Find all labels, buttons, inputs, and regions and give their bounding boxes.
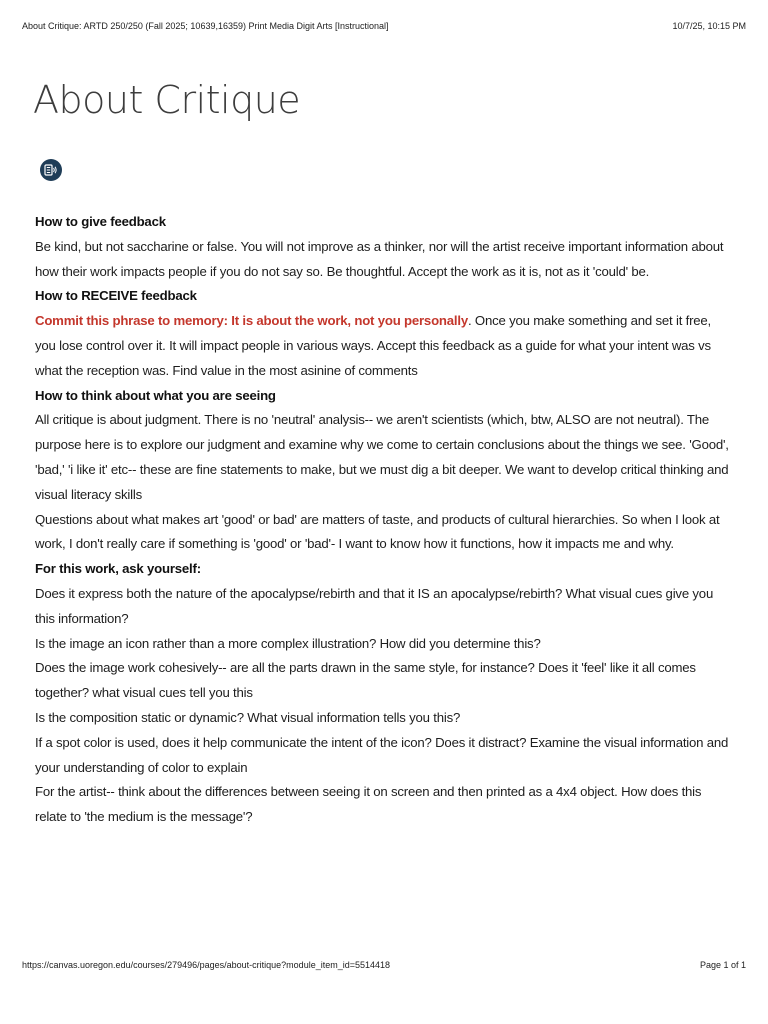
- think-body-2: Questions about what makes art 'good' or bad' are matters of taste, and products of cultural hierarchies. So when I look at work, I don't really care if something is 'good' or 'bad'- I want to know how it functions, how it impacts me and why.: [35, 511, 720, 552]
- think-heading: How to think about what you are seeing: [35, 387, 276, 403]
- receive-feedback-highlight: Commit this phrase to memory: It is about the work, not you personally: [35, 313, 468, 329]
- immersive-reader-icon[interactable]: [40, 159, 62, 181]
- ask-yourself-heading: For this work, ask yourself:: [35, 561, 201, 577]
- think-body-1: All critique is about judgment. There is no 'neutral' analysis-- we aren't scientists (which, btw, ALSO are not neutral). The purpose here is to explore our judgment and examine why we come to certain conclusions about the things we see. 'Good', 'bad,' 'i like it' etc-- these are fine statements to make, but we must dig a bit deeper. We want to develop critical thinking and visual literacy skills: [35, 412, 729, 502]
- print-footer-page-number: Page 1 of 1: [699, 960, 746, 970]
- receive-feedback-body: . Once you make something and set it free, you lose control over it. It will impact people in various ways. Accept this feedback as a guide for what your intent was vs what the reception was. Find value in the most asinine of comments: [35, 313, 712, 378]
- question-item: Is the composition static or dynamic? What visual information tells you this?: [35, 709, 461, 725]
- immersive-reader-glyph: [44, 164, 58, 176]
- page-title: About Critique: [33, 78, 301, 122]
- receive-feedback-paragraph: [35, 309, 735, 383]
- print-header: [22, 21, 746, 35]
- print-footer-url: https://canvas.uoregon.edu/courses/279496/pages/about-critique?module_item_id=5514418: [22, 960, 391, 970]
- question-item: Does the image work cohesively-- are all the parts drawn in the same style, for instance? Does it 'feel' like it all comes together? what visual cues tell you this: [35, 660, 696, 701]
- print-header-title: About Critique: ARTD 250/250 (Fall 2025; 10639,16359) Print Media Digit Arts [Instructional]: [22, 21, 389, 31]
- give-feedback-body: Be kind, but not saccharine or false. You will not improve as a thinker, nor will the artist receive important information about how their work impacts people if you do not say so. Be thoughtful. Accept the work as it is, not as it 'could' be.: [35, 238, 724, 279]
- print-footer: [22, 960, 746, 974]
- question-item: Is the image an icon rather than a more complex illustration? How did you determine this?: [35, 635, 541, 651]
- print-header-datetime: 10/7/25, 10:15 PM: [672, 21, 746, 31]
- question-item: For the artist-- think about the differences between seeing it on screen and then printed as a 4x4 object. How does this relate to 'the medium is the message'?: [35, 784, 702, 825]
- receive-feedback-heading: How to RECEIVE feedback: [35, 288, 197, 304]
- question-item: Does it express both the nature of the apocalypse/rebirth and that it IS an apocalypse/rebirth? What visual cues give you this information?: [35, 585, 714, 626]
- page-content: [35, 210, 735, 830]
- question-item: If a spot color is used, does it help communicate the intent of the icon? Does it distract? Examine the visual information and your understanding of color to explain: [35, 734, 729, 775]
- give-feedback-heading: How to give feedback: [35, 214, 166, 229]
